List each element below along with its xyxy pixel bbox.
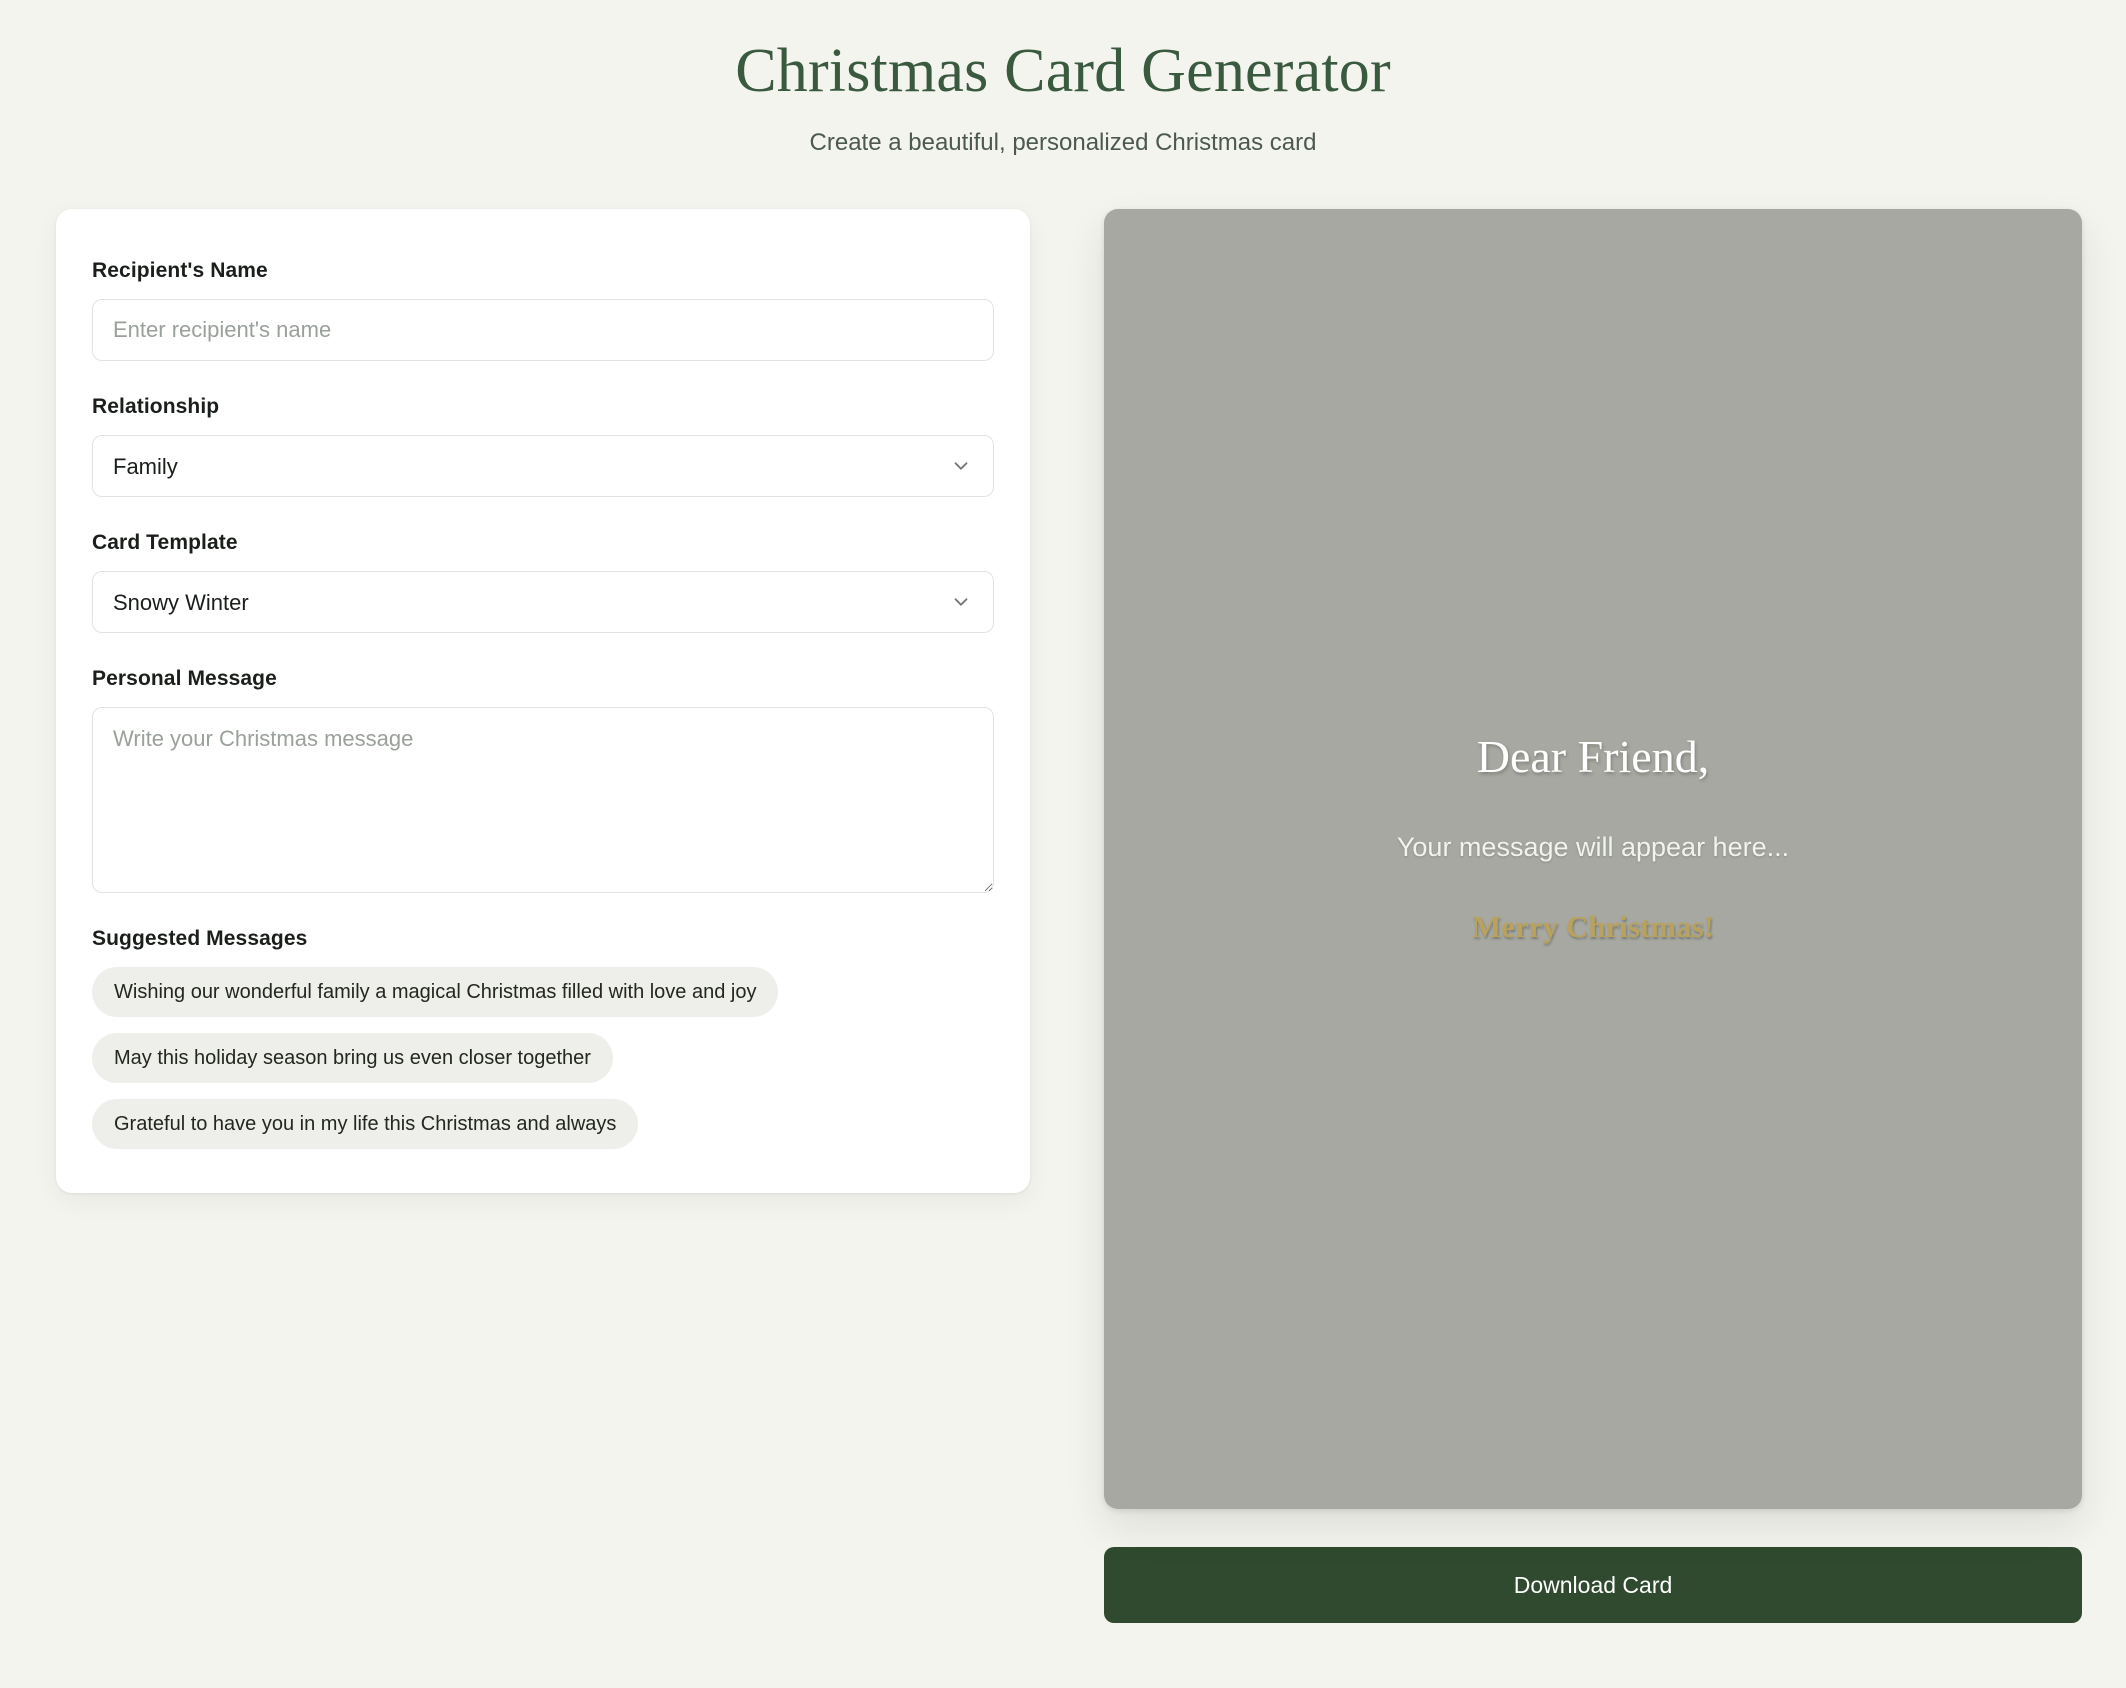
field-relationship bbox=[92, 395, 994, 497]
suggested-message-chip[interactable]: Wishing our wonderful family a magical Christmas filled with love and joy bbox=[92, 967, 778, 1017]
field-card-template bbox=[92, 531, 994, 633]
relationship-label: Relationship bbox=[92, 395, 220, 419]
personal-message-textarea[interactable] bbox=[92, 707, 994, 893]
card-template-label: Card Template bbox=[92, 531, 238, 555]
recipient-name-input[interactable] bbox=[92, 299, 994, 361]
card-template-select-wrapper bbox=[92, 571, 994, 633]
suggested-message-chip[interactable]: Grateful to have you in my life this Christmas and always bbox=[92, 1099, 638, 1149]
card-preview-content bbox=[1104, 729, 2082, 945]
card-form-panel bbox=[56, 209, 1030, 1193]
card-preview bbox=[1104, 209, 2082, 1509]
form-column bbox=[56, 209, 1030, 1193]
relationship-select-wrapper bbox=[92, 435, 994, 497]
card-message-text: Your message will appear here... bbox=[1396, 832, 1790, 863]
card-greeting-text: Dear Friend, bbox=[1476, 731, 1710, 783]
list-item bbox=[92, 1033, 994, 1099]
field-recipient-name bbox=[92, 259, 994, 361]
relationship-select[interactable] bbox=[92, 435, 994, 497]
suggested-messages-list bbox=[92, 967, 994, 1149]
personal-message-label: Personal Message bbox=[92, 667, 277, 691]
page-header bbox=[56, 28, 2070, 157]
suggested-messages-label: Suggested Messages bbox=[92, 927, 308, 951]
recipient-name-label: Recipient's Name bbox=[92, 259, 268, 283]
list-item bbox=[92, 967, 994, 1033]
download-card-button[interactable]: Download Card bbox=[1104, 1547, 2082, 1623]
list-item bbox=[92, 1099, 994, 1149]
suggested-message-chip[interactable]: May this holiday season bring us even closer together bbox=[92, 1033, 613, 1083]
page-title: Christmas Card Generator bbox=[735, 37, 1391, 105]
page-subtitle: Create a beautiful, personalized Christmas card bbox=[809, 129, 1317, 157]
preview-column bbox=[1104, 209, 2082, 1623]
card-template-select[interactable] bbox=[92, 571, 994, 633]
field-personal-message bbox=[92, 667, 994, 893]
card-signoff-text: Merry Christmas! bbox=[1472, 909, 1714, 945]
field-suggested-messages bbox=[92, 927, 994, 1149]
main-content bbox=[56, 209, 2070, 1623]
